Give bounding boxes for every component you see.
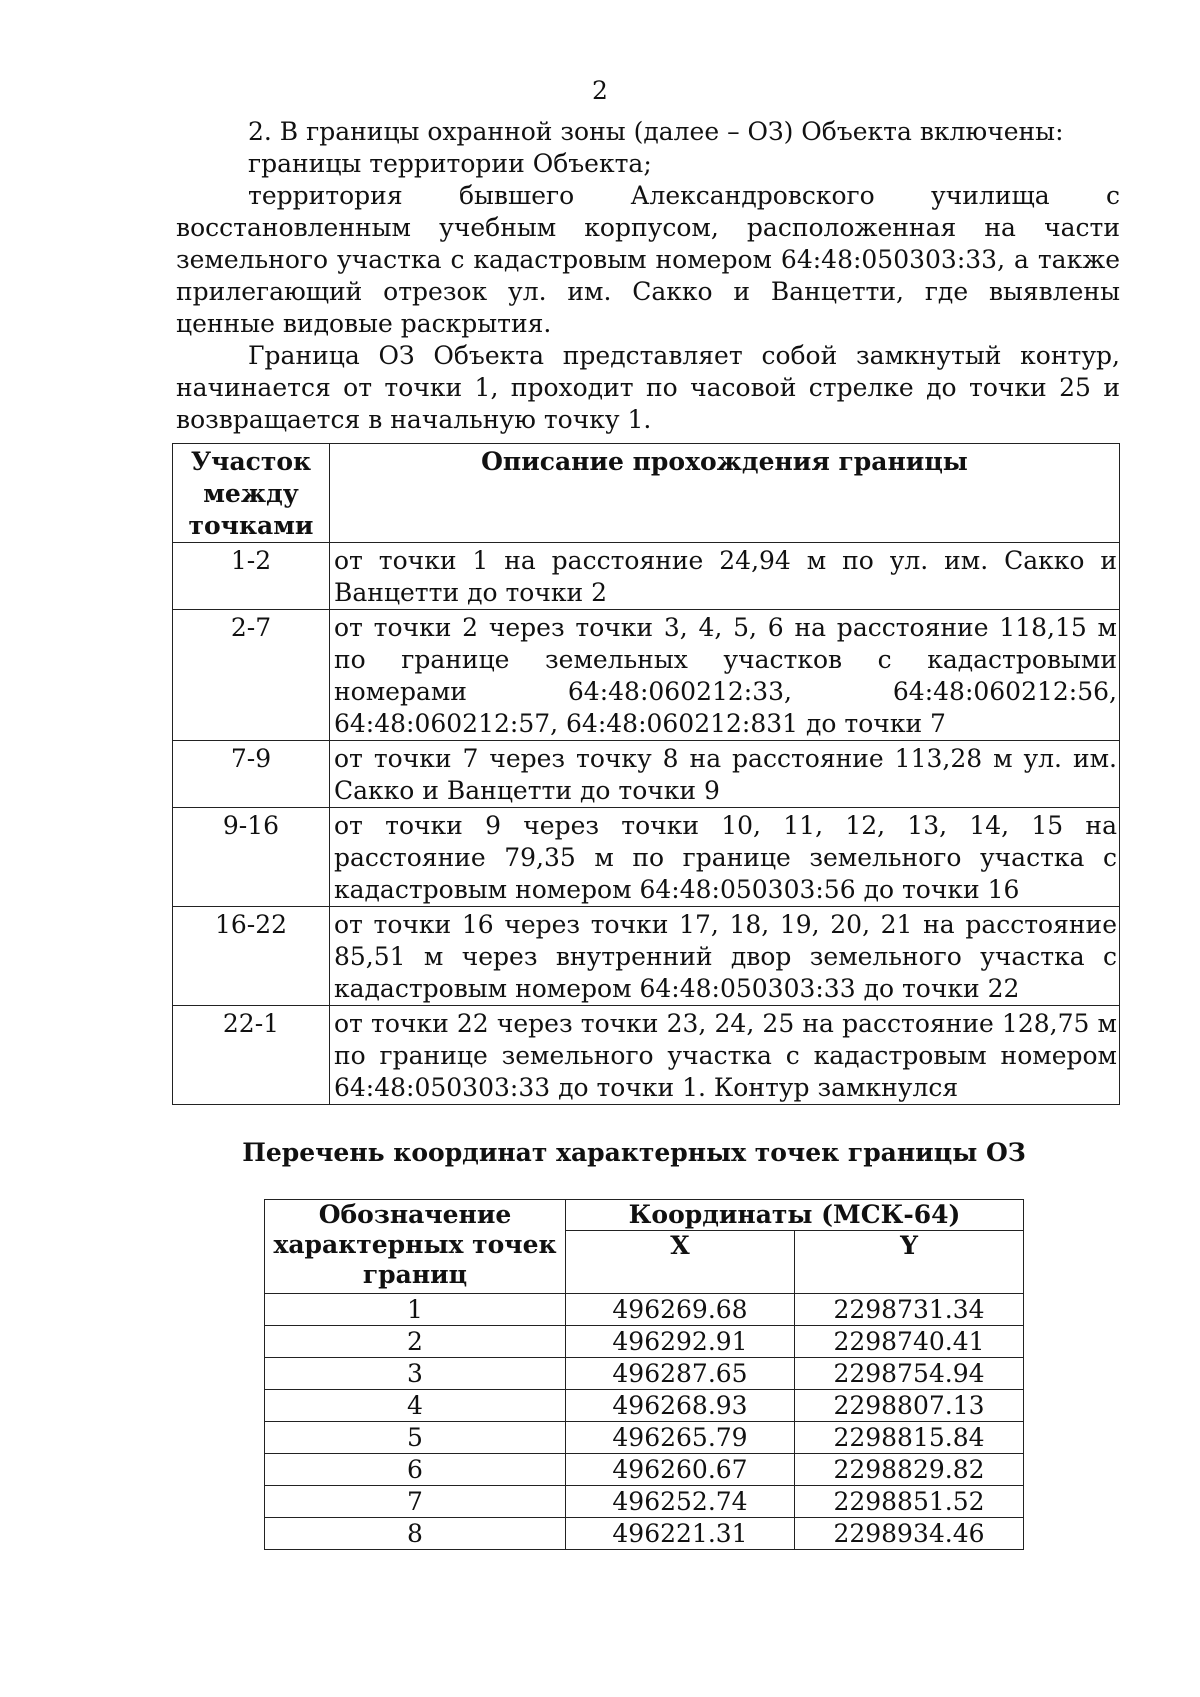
header-segment: Участок между точками — [173, 444, 330, 543]
header-description: Описание прохождения границы — [330, 444, 1120, 543]
x-cell: 496260.67 — [566, 1454, 795, 1486]
intro-paragraph-3: территория бывшего Александровского училища с восстановленным учебным корпусом, расположенная на части земельного участка с кадастровым номером 64:48:050303:33, а также прилегающий отрезок ул. им. Сакко и Ванцетти, где выявлены ценные видовые раскрытия. — [176, 181, 1120, 338]
header-x: X — [566, 1231, 795, 1294]
x-cell: 496287.65 — [566, 1358, 795, 1390]
y-cell: 2298754.94 — [795, 1358, 1024, 1390]
y-cell: 2298934.46 — [795, 1518, 1024, 1550]
coords-table-title: Перечень координат характерных точек границы ОЗ — [242, 1138, 1026, 1167]
segment-cell: 16-22 — [173, 907, 330, 1006]
point-cell: 3 — [265, 1358, 566, 1390]
boundary-sections-table — [172, 443, 1120, 1105]
table-row — [265, 1454, 1024, 1486]
point-cell: 7 — [265, 1486, 566, 1518]
intro-paragraph-4: Граница ОЗ Объекта представляет собой замкнутый контур, начинается от точки 1, проходит по часовой стрелке до точки 25 и возвращается в начальную точку 1. — [176, 341, 1120, 434]
y-cell: 2298815.84 — [795, 1422, 1024, 1454]
intro-text — [176, 116, 1120, 436]
header-coords: Координаты (МСК-64) — [566, 1200, 1024, 1231]
point-cell: 4 — [265, 1390, 566, 1422]
description-cell: от точки 16 через точки 17, 18, 19, 20, 21 на расстояние 85,51 м через внутренний двор земельного участка с кадастровым номером 64:48:050303:33 до точки 22 — [330, 907, 1120, 1006]
table-row — [265, 1422, 1024, 1454]
table-row — [173, 741, 1120, 808]
header-point: Обозначение характерных точек границ — [265, 1200, 566, 1294]
table-row — [265, 1486, 1024, 1518]
table-row — [173, 610, 1120, 741]
table-row — [173, 1006, 1120, 1105]
table-row — [265, 1294, 1024, 1326]
table-row — [173, 808, 1120, 907]
x-cell: 496292.91 — [566, 1326, 795, 1358]
header-y: Y — [795, 1231, 1024, 1294]
point-cell: 2 — [265, 1326, 566, 1358]
table-row — [265, 1326, 1024, 1358]
segment-cell: 7-9 — [173, 741, 330, 808]
page-number: 2 — [592, 76, 608, 105]
segment-cell: 2-7 — [173, 610, 330, 741]
table-row — [265, 1518, 1024, 1550]
description-cell: от точки 1 на расстояние 24,94 м по ул. им. Сакко и Ванцетти до точки 2 — [330, 543, 1120, 610]
description-cell: от точки 7 через точку 8 на расстояние 113,28 м ул. им. Сакко и Ванцетти до точки 9 — [330, 741, 1120, 808]
table-header-row — [265, 1200, 1024, 1231]
table-row — [173, 543, 1120, 610]
y-cell: 2298829.82 — [795, 1454, 1024, 1486]
coordinates-table — [264, 1199, 1024, 1550]
table-row — [265, 1390, 1024, 1422]
table-row — [265, 1358, 1024, 1390]
y-cell: 2298731.34 — [795, 1294, 1024, 1326]
x-cell: 496252.74 — [566, 1486, 795, 1518]
x-cell: 496268.93 — [566, 1390, 795, 1422]
x-cell: 496221.31 — [566, 1518, 795, 1550]
description-cell: от точки 2 через точки 3, 4, 5, 6 на расстояние 118,15 м по границе земельных участков с кадастровыми номерами 64:48:060212:33, 64:48:060212:56, 64:48:060212:57, 64:48:060212:831 до точки 7 — [330, 610, 1120, 741]
point-cell: 6 — [265, 1454, 566, 1486]
point-cell: 8 — [265, 1518, 566, 1550]
y-cell: 2298807.13 — [795, 1390, 1024, 1422]
point-cell: 5 — [265, 1422, 566, 1454]
table-header-row — [173, 444, 1120, 543]
y-cell: 2298851.52 — [795, 1486, 1024, 1518]
table-row — [173, 907, 1120, 1006]
point-cell: 1 — [265, 1294, 566, 1326]
intro-paragraph-1: 2. В границы охранной зоны (далее – ОЗ) Объекта включены: — [248, 117, 1064, 146]
description-cell: от точки 9 через точки 10, 11, 12, 13, 14, 15 на расстояние 79,35 м по границе земельного участка с кадастровым номером 64:48:050303:56 до точки 16 — [330, 808, 1120, 907]
description-cell: от точки 22 через точки 23, 24, 25 на расстояние 128,75 м по границе земельного участка с кадастровым номером 64:48:050303:33 до точки 1. Контур замкнулся — [330, 1006, 1120, 1105]
intro-paragraph-2: границы территории Объекта; — [248, 149, 652, 178]
y-cell: 2298740.41 — [795, 1326, 1024, 1358]
segment-cell: 22-1 — [173, 1006, 330, 1105]
x-cell: 496269.68 — [566, 1294, 795, 1326]
segment-cell: 9-16 — [173, 808, 330, 907]
segment-cell: 1-2 — [173, 543, 330, 610]
x-cell: 496265.79 — [566, 1422, 795, 1454]
